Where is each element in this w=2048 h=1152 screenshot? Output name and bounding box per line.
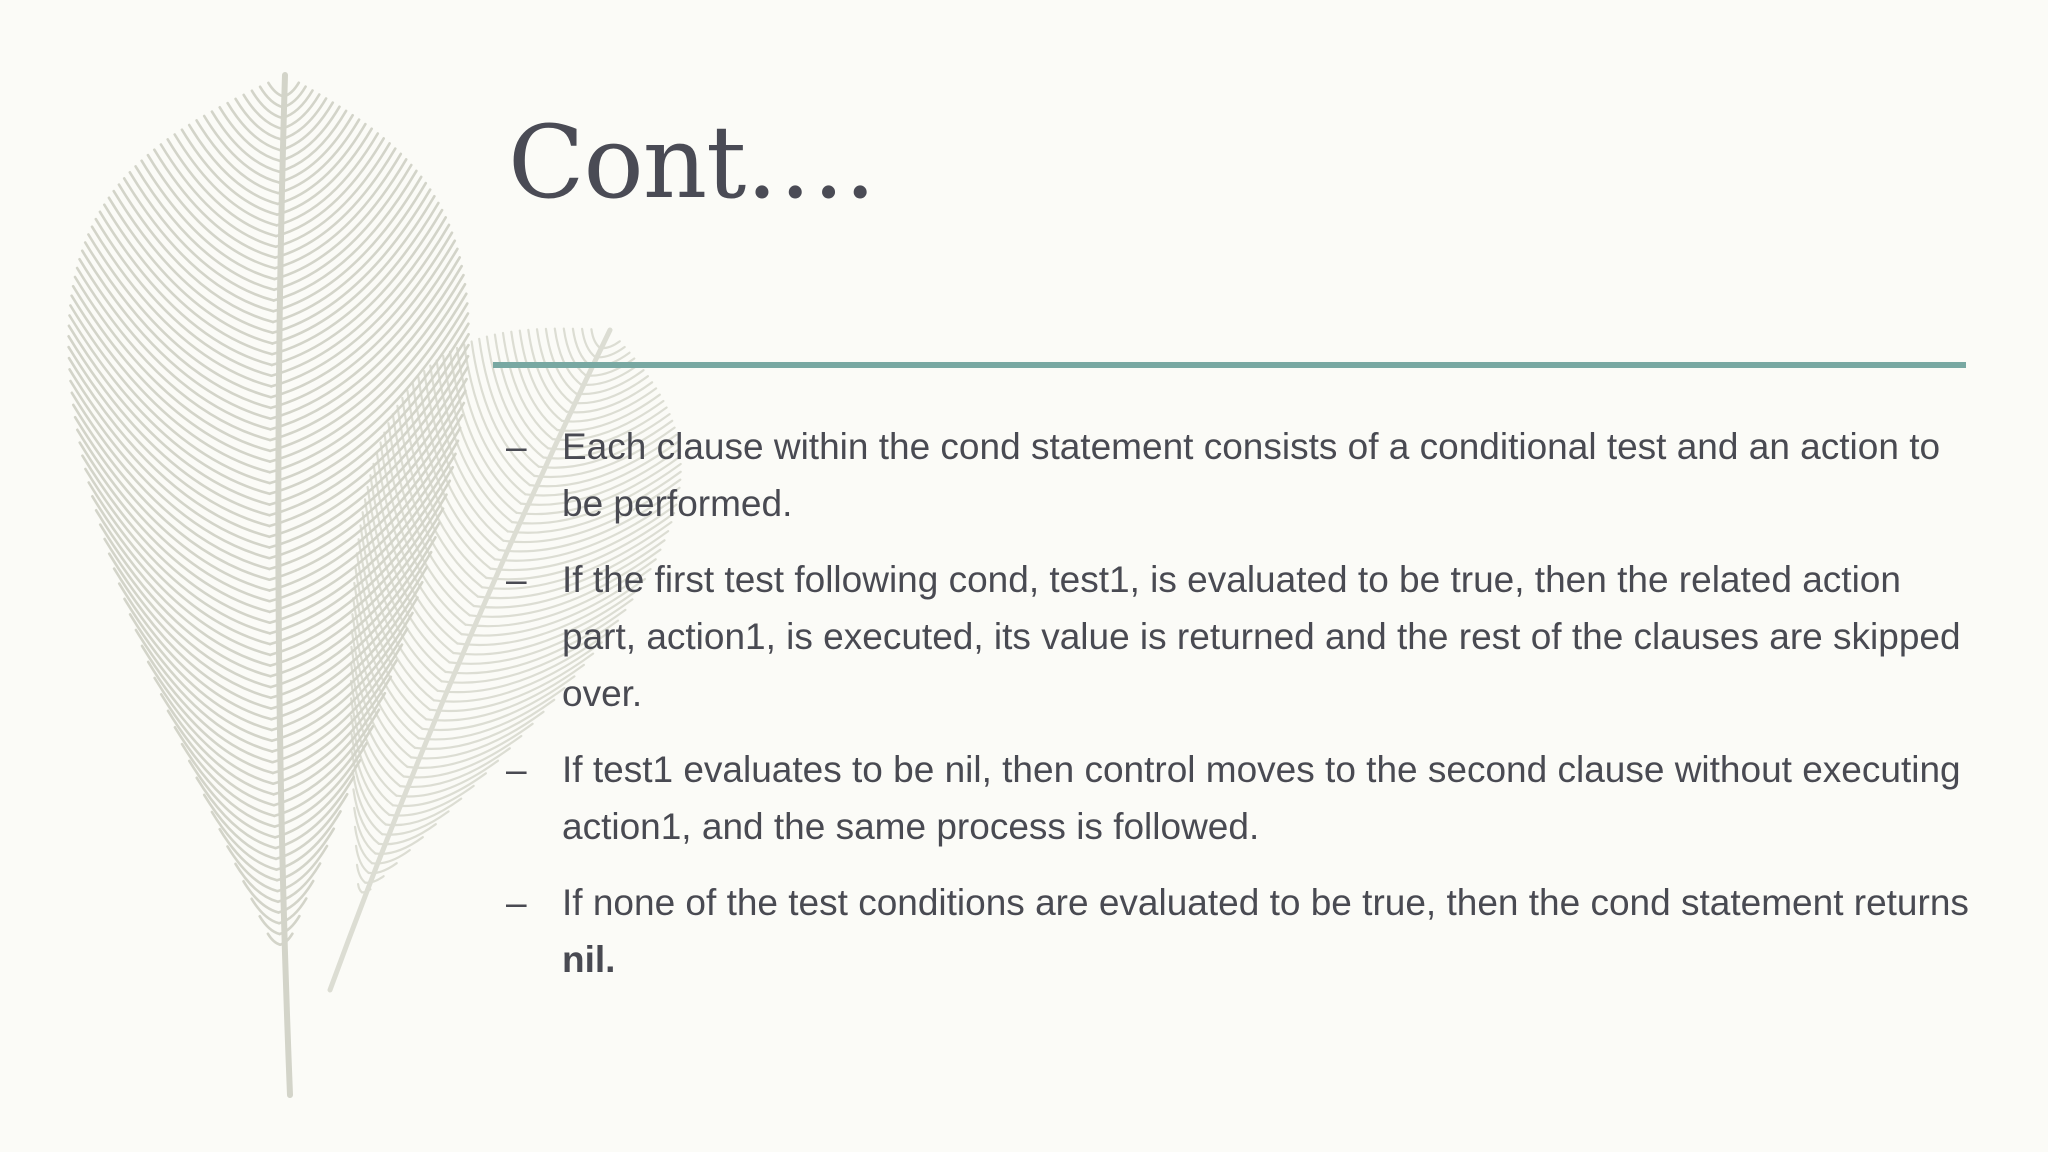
bullet-dash: – (506, 426, 527, 467)
bullet-item (500, 874, 1980, 988)
bullet-item (500, 418, 1980, 532)
feather-front (69, 75, 469, 1095)
bullet-text: Each clause within the cond statement consists of a conditional test and an action to be performed. (562, 426, 1941, 524)
bullet-text: If test1 evaluates to be nil, then control moves to the second clause without executing action1, and the same process is followed. (562, 749, 1961, 847)
bullet-list (500, 418, 1980, 1007)
bullet-text: If none of the test conditions are evaluated to be true, then the cond statement returns (562, 882, 1969, 923)
title-divider (493, 362, 1966, 368)
slide-title: Cont…. (508, 104, 876, 221)
bullet-dash: – (506, 559, 527, 600)
bullet-item (500, 741, 1980, 855)
bullet-dash: – (506, 749, 527, 790)
bullet-item (500, 551, 1980, 722)
bullet-text: If the first test following cond, test1, is evaluated to be true, then the related action part, action1, is executed, its value is returned and the rest of the clauses are skipped over. (562, 559, 1961, 714)
bullet-emphasis: nil. (562, 939, 616, 980)
bullet-dash: – (506, 882, 527, 923)
